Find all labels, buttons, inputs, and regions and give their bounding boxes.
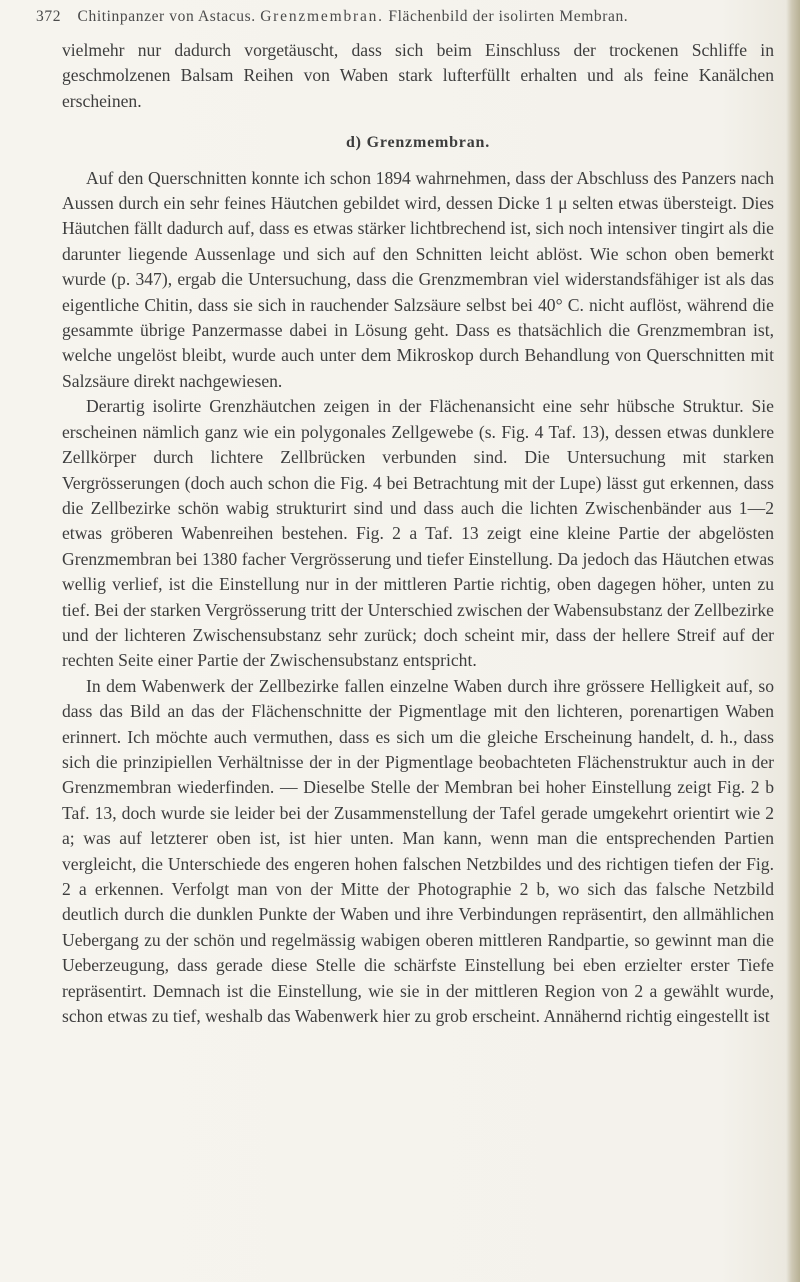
- page-edge-shadow: [786, 0, 800, 1282]
- header-subtitle: Flächenbild der isolirten Membran.: [388, 8, 629, 25]
- paragraph-1: Auf den Querschnitten konnte ich schon 1894 wahrnehmen, dass der Abschluss des Panzers nach Aussen durch ein sehr feines Häutchen gebildet wird, dessen Dicke 1 μ selten etwas übersteigt. Dies Häutchen fällt dadurch auf, dass es etwas stärker lichtbrechend ist, sich noch intensiver tingirt als die darunter liegende Aussenlage und sich auf den Schnitten leicht ablöst. Wie schon oben bemerkt wurde (p. 347), ergab die Untersuchung, dass die Grenzmembran viel widerstandsfähiger ist als das eigentliche Chitin, dass sie sich in rauchender Salzsäure selbst bei 40° C. nicht auflöst, während die gesammte übrige Panzermasse dabei in Lösung geht. Dass es thatsächlich die Grenzmembran ist, welche ungelöst bleibt, wurde auch unter dem Mikroskop durch Behandlung von Querschnitten mit Salzsäure direkt nachgewiesen.: [62, 167, 774, 391]
- intro-paragraph: vielmehr nur dadurch vorgetäuscht, dass sich beim Einschluss der trockenen Schliffe in geschmolzenen Balsam Reihen von Waben stark lufterfüllt erhalten und als feine Kanälchen erscheinen.: [62, 40, 774, 111]
- section-heading: d) Grenzmembran.: [345, 134, 491, 152]
- header-title: Chitinpanzer von Astacus.: [77, 8, 256, 25]
- paragraph-2: Derartig isolirte Grenzhäutchen zeigen in der Flächenansicht eine sehr hübsche Struktur. Sie erscheinen nämlich ganz wie ein polygonales Zellgewebe (s. Fig. 4 Taf. 13), dessen etwas dunklere Zellkörper durch lichtere Zellbrücken verbunden sind. Die Untersuchung mit starken Vergrösserungen (doch auch schon die Fig. 4 bei Betrachtung mit der Lupe) lässt gut erkennen, dass die Zellbezirke schön wabig strukturirt sind und dass auch die lichten Zwischenbänder aus 1—2 etwas gröberen Wabenreihen bestehen. Fig. 2 a Taf. 13 zeigt eine kleine Partie der abgelösten Grenzmembran bei 1380 facher Vergrösserung und tiefer Einstellung. Da jedoch das Häutchen etwas wellig verlief, ist die Einstellung nur in der mittleren Partie richtig, oben dagegen höher, unten zu tief. Bei der starken Vergrösserung tritt der Unterschied zwischen der Wabensubstanz der Zellbezirke und der lichteren Zwischensubstanz sehr zurück; doch scheint mir, dass der hellere Streif auf der rechten Seite einer Partie der Zwischensubstanz entspricht.: [62, 396, 774, 671]
- body-text: [62, 38, 774, 1029]
- running-header: [36, 8, 756, 26]
- page-number: 372: [36, 8, 62, 25]
- header-section: Grenzmembran.: [260, 8, 384, 25]
- paragraph-3: In dem Wabenwerk der Zellbezirke fallen einzelne Waben durch ihre grössere Helligkeit auf, so dass das Bild an das der Flächenschnitte der Pigmentlage mit den lichteren, porenartigen Waben erinnert. Ich möchte auch vermuthen, dass es sich um die gleiche Erscheinung handelt, d. h., dass sich die prinzipiellen Verhältnisse der in der Pigmentlage beobachteten Flächenstruktur auch in der Grenzmembran wiederfinden. — Dieselbe Stelle der Membran bei hoher Einstellung zeigt Fig. 2 b Taf. 13, doch wurde sie leider bei der Zusammenstellung der Tafel gerade umgekehrt orientirt wie 2 a; was auf letzterer oben ist, ist hier unten. Man kann, wenn man die entsprechenden Partien vergleicht, die Unterschiede des engeren hohen falschen Netzbildes und des richtigen tiefen der Fig. 2 a erkennen. Verfolgt man von der Mitte der Photographie 2 b, wo sich das falsche Netzbild deutlich durch die dunklen Punkte der Waben und ihre Verbindungen repräsentirt, den allmählichen Uebergang zu der schön und regelmässig wabigen oberen mittleren Randpartie, so gewinnt man die Ueberzeugung, dass gerade diese Stelle die schärfste Einstellung bei eben erzielter erster Tiefe repräsentirt. Demnach ist die Einstellung, wie sie in der mittleren Region von 2 a gewählt wurde, schon etwas zu tief, weshalb das Wabenwerk hier zu grob erscheint. Annähernd richtig eingestellt ist: [62, 675, 774, 1027]
